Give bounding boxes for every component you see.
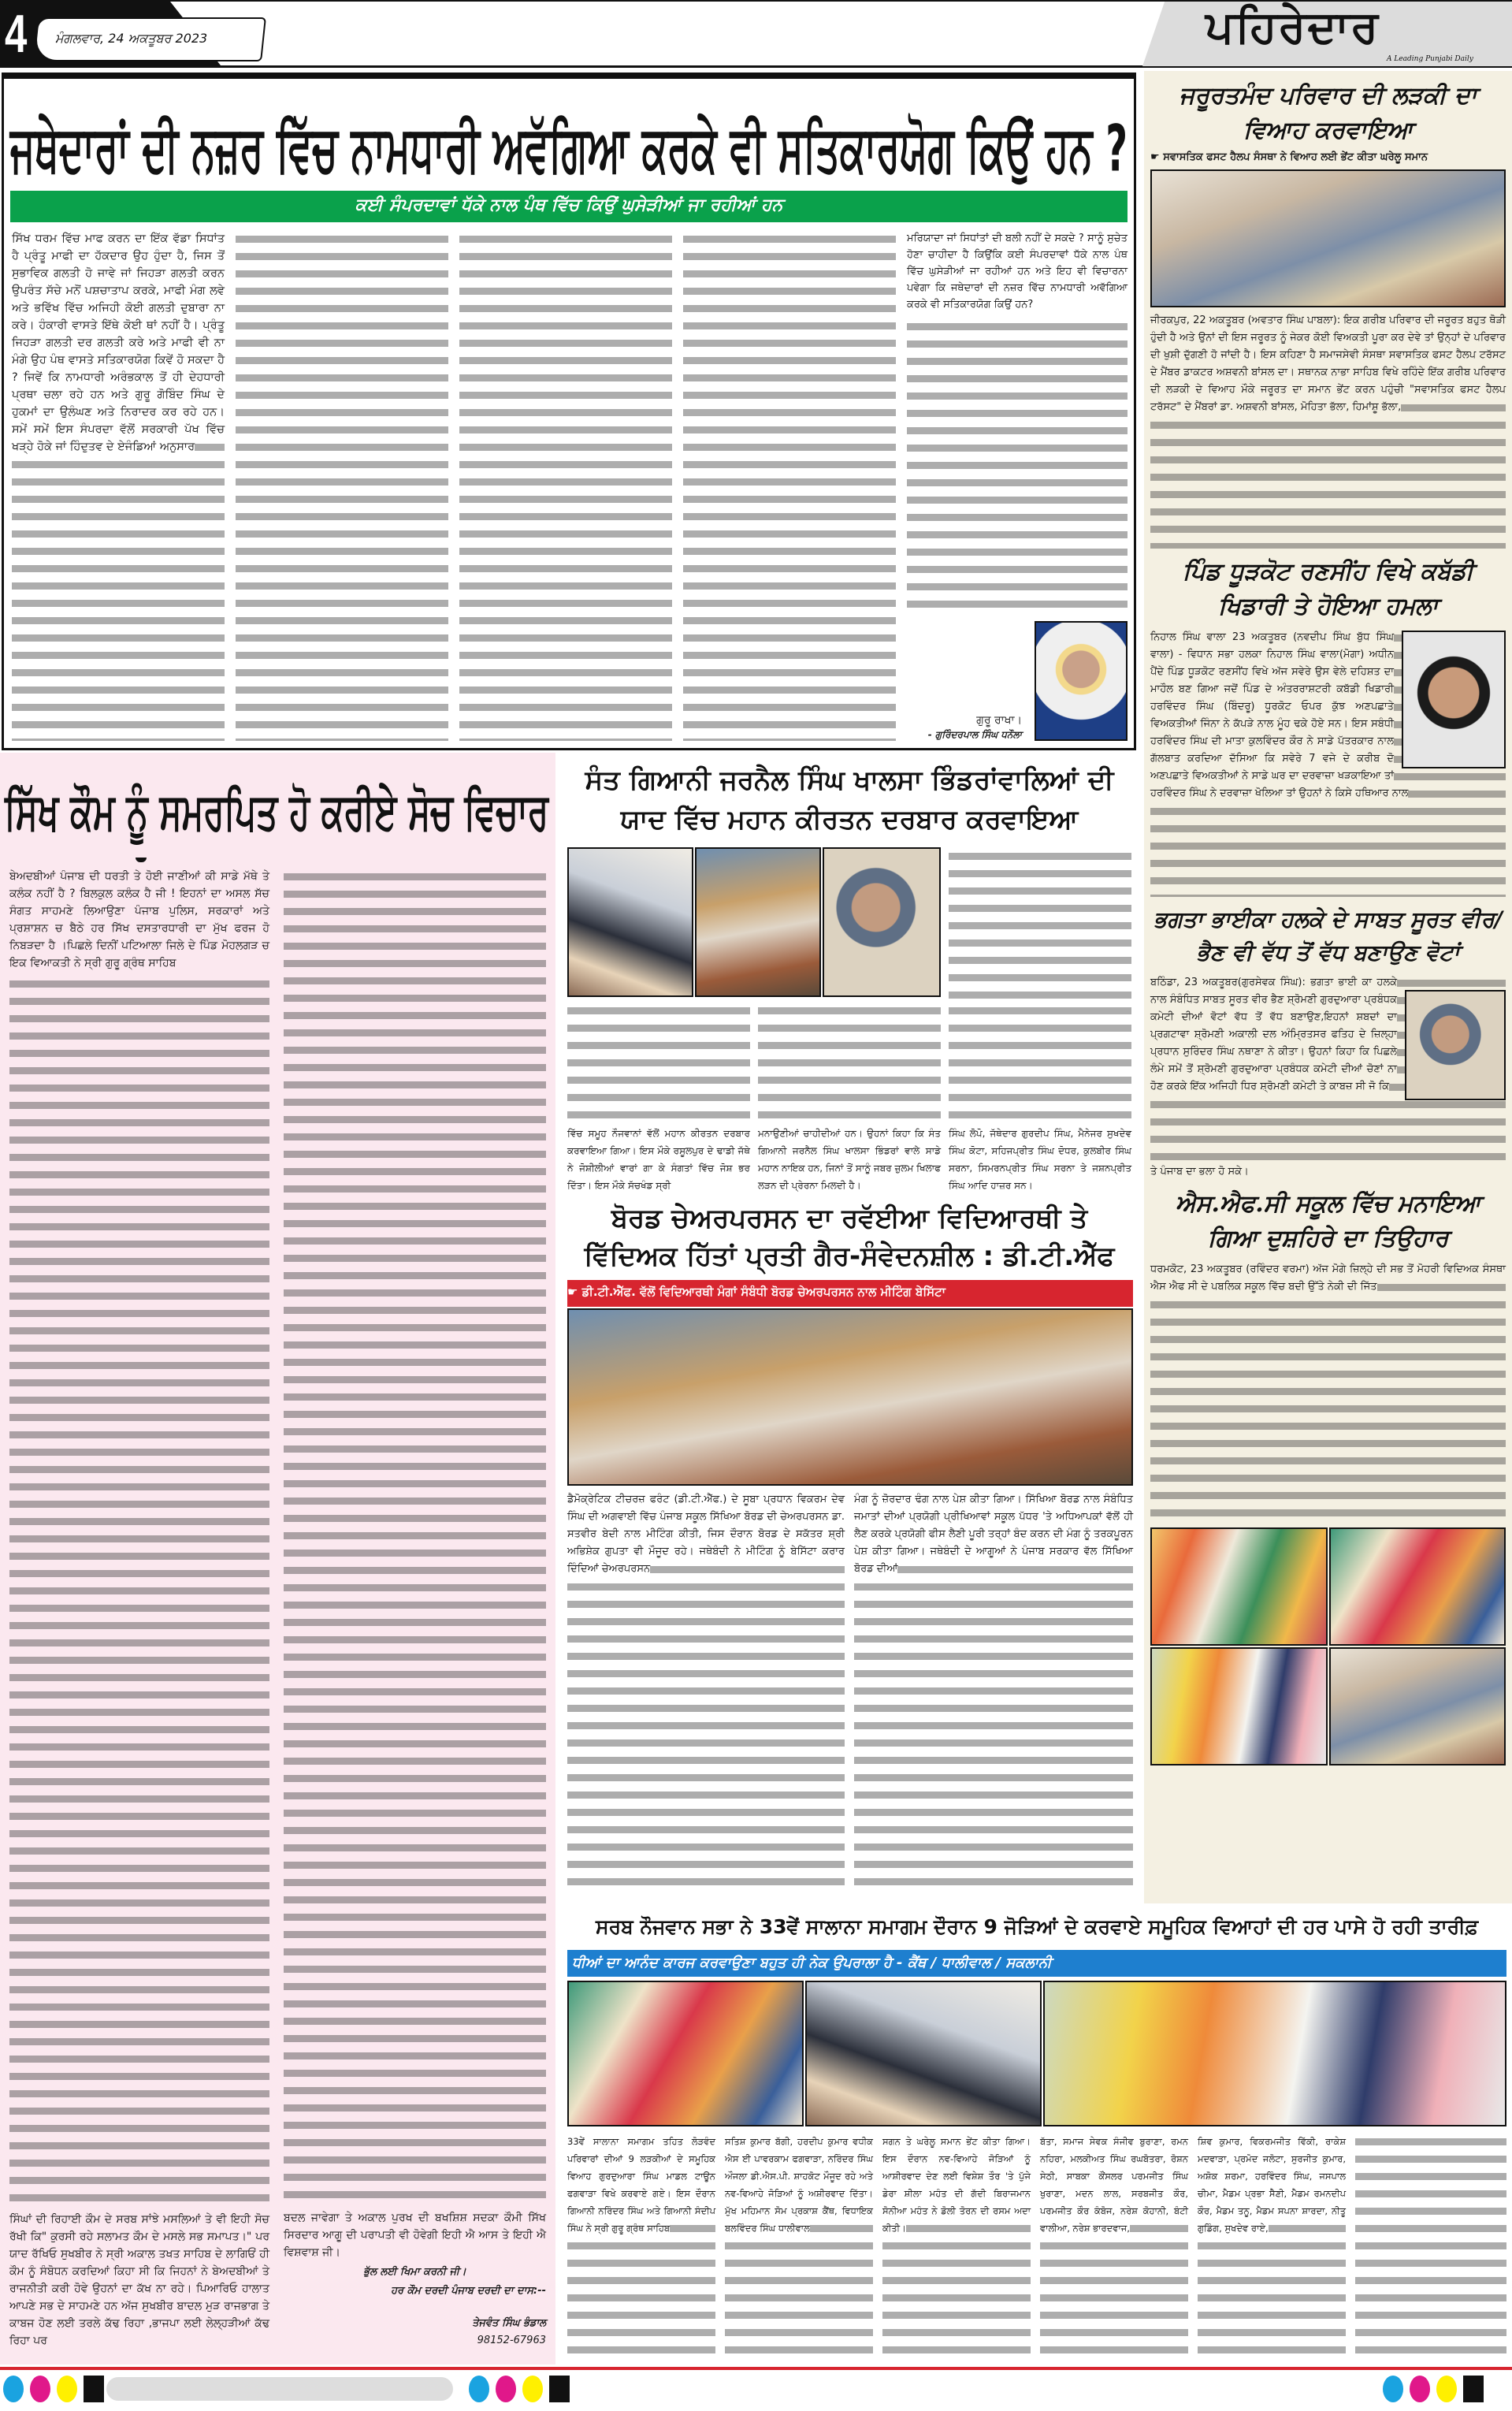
kirtan-article <box>561 753 1140 1198</box>
bhagta-end <box>1150 1163 1506 1181</box>
mw-col-1 <box>567 2133 715 2358</box>
mw-col3-text: ਸਗਨ ਤੇ ਘਰੇਲੂ ਸਮਾਨ ਭੇਂਟ ਕੀਤਾ ਗਿਆ। ਇਸ ਦੌਰਾਨ ਨਵ-ਵਿਆਹੇ ਜੋੜਿਆਂ ਨੂੰ ਆਸ਼ੀਰਵਾਦ ਦੇਣ ਲਈ ਵਿਸ਼ੇਸ਼ ਤੌਰ 'ਤੇ ਪੁੱਜੇ ਡੇਰਾ ਸ਼ੀਲਾ ਮਹੰਤ ਦੀ ਗੱਦੀ ਬਿਰਾਜਮਾਨ ਸੋਨੀਆ ਮਹੰਤ ਨੇ ਡੋਲੀ ਤੋਰਨ ਦੀ ਰਸਮ ਅਦਾ ਕੀਤੀ। <box>882 2136 1031 2234</box>
mw-col4-text: ਬੱਤਾ, ਸਮਾਜ ਸੇਵਕ ਸੰਜੀਵ ਬੁਰਾਣਾ, ਰਮਨ ਨਹਿਰਾ, ਮਲਕੀਅਤ ਸਿੰਘ ਰਘਬੋਤਰਾ, ਰੋਸ਼ਨ ਸੇਠੀ, ਸਾਬਕਾ ਕੌਂਸਲਰ ਪਰਮਜੀਤ ਸਿੰਘ ਖੁਰਾਣਾ, ਮਦਨ ਲਾਲ, ਸਰਬਜੀਤ ਕੌਰ, ਪਰਮਜੀਤ ਕੌਰ ਕੰਬੋਜ, ਨਰੇਸ਼ ਕੋਹਾਨੀ, ਬੰਟੀ ਵਾਲੀਆ, ਨਰੇਸ਼ ਭਾਰਦਵਾਜ, <box>1040 2136 1188 2234</box>
opinion-body-col-1 <box>9 868 269 2350</box>
wedding-photo <box>1150 169 1506 307</box>
wedding-bullet <box>1150 151 1428 163</box>
main-subhead: ਕਈ ਸੰਪਰਦਾਵਾਂ ਧੱਕੇ ਨਾਲ ਪੰਥ ਵਿੱਚ ਕਿਉਂ ਘੁਸੇੜੀਆਂ ਜਾ ਰਹੀਆਂ ਹਨ <box>355 195 783 215</box>
main-body-col-4 <box>683 230 896 741</box>
signoff-text <box>907 713 1025 741</box>
magenta-mark <box>1410 2376 1430 2402</box>
dtf-meeting-photo <box>567 1308 1133 1486</box>
kirtan-col-3 <box>949 1002 1131 1194</box>
mw-col-5 <box>1198 2133 1346 2358</box>
mw-col2-text: ਸਤਿਸ਼ ਕੁਮਾਰ ਬੱਗੀ, ਹਰਦੀਪ ਕੁਮਾਰ ਵਧੀਕ ਐਸ ਈ ਪਾਵਰਕਾਮ ਫਗਵਾੜਾ, ਨਰਿੰਦਰ ਸਿੰਘ ਔਜਲਾ ਡੀ.ਐਸ.ਪੀ. ਸ਼ਾਹਕੋਟ ਮੌਜੂਦ ਰਹੇ ਅਤੇ ਨਵ-ਵਿਆਹੇ ਜੋੜਿਆਂ ਨੂੰ ਅਸ਼ੀਰਵਾਦ ਦਿੱਤਾ। ਮੁੱਖ ਮਹਿਮਾਨ ਸੋਮ ਪ੍ਰਕਾਸ਼ ਕੈਂਥ, ਵਿਧਾਇਕ ਬਲਵਿੰਦਰ ਸਿੰਘ ਧਾਲੀਵਾਲ <box>725 2136 873 2234</box>
footer-bar <box>106 2377 453 2401</box>
mass-wedding-article <box>561 1906 1512 2364</box>
dtf-col1-text: ਡੈਮੋਕ੍ਰੇਟਿਕ ਟੀਚਰਜ਼ ਫਰੰਟ (ਡੀ.ਟੀ.ਐੱਫ.) ਦੇ ਸੂਬਾ ਪ੍ਰਧਾਨ ਵਿਕਰਮ ਦੇਵ ਸਿੰਘ ਦੀ ਅਗਵਾਈ ਵਿੱਚ ਪੰਜਾਬ ਸਕੂਲ ਸਿੱਖਿਆ ਬੋਰਡ ਦੀ ਚੇਅਰਪਰਸਨ ਡਾ. ਸਤਵੀਰ ਬੇਦੀ ਨਾਲ ਮੀਟਿੰਗ ਕੀਤੀ, ਜਿਸ ਦੌਰਾਨ ਬੋਰਡ ਦੇ ਸਕੱਤਰ ਸ਼੍ਰੀ ਅਭਿਸ਼ੇਕ ਗੁਪਤਾ ਵੀ ਮੌਜੂਦ ਰਹੇ। ਜਥੇਬੰਦੀ ਨੇ ਮੀਟਿੰਗ ਨੂੰ ਬੇਸਿੱਟਾ ਕਰਾਰ ਦਿੰਦਿਆਂ ਚੇਅਰਪਰਸਨ <box>567 1494 845 1575</box>
kirtan-col3-text: ਸਿੰਘ ਲੋਪੋ, ਜੱਥੇਦਾਰ ਗੁਰਦੀਪ ਸਿੰਘ, ਮੈਨੇਜਰ ਸੁਖਦੇਵ ਸਿੰਘ ਕੋਟਾ, ਸਹਿਜਪ੍ਰੀਤ ਸਿੰਘ ਦੋਧਰ, ਕੁਲਬੀਰ ਸਿੰਘ ਸਰਨਾ, ਸਿਮਰਨਪ੍ਰੀਤ ਸਿੰਘ ਸਰਨਾ ਤੇ ਜਸ਼ਨਪ੍ਰੀਤ ਸਿੰਘ ਆਦਿ ਹਾਜ਼ਰ ਸਨ। <box>949 1128 1131 1191</box>
black-mark <box>549 2376 570 2402</box>
kirtan-side-col <box>949 847 1131 999</box>
opinion-phone: 98152-67963 <box>477 2335 546 2346</box>
dtf-col2-text: ਮੰਗ ਨੂੰ ਜ਼ੋਰਦਾਰ ਢੰਗ ਨਾਲ ਪੇਸ਼ ਕੀਤਾ ਗਿਆ। ਸਿੱਖਿਆ ਬੋਰਡ ਨਾਲ ਸੰਬੰਧਿਤ ਜਮਾਤਾਂ ਦੀਆਂ ਪ੍ਰਯੋਗੀ ਪ੍ਰੀਖਿਆਵਾਂ ਸਕੂਲ ਪੱਧਰ 'ਤੇ ਅਧਿਆਪਕਾਂ ਵੱਲੋਂ ਹੀ ਲੈਣ ਕਰਕੇ ਪ੍ਰਯੋਗੀ ਫੀਸ ਲੈਣੀ ਪੂਰੀ ਤਰ੍ਹਾਂ ਬੰਦ ਕਰਨ ਦੀ ਮੰਗ ਨੂੰ ਤਰਕਪੂਰਨ ਪੇਸ਼ ਕੀਤਾ ਗਿਆ। ਜਥੇਬੰਦੀ ਦੇ ਆਗੂਆਂ ਨੇ ਪੰਜਾਬ ਸਰਕਾਰ ਵੱਲ ਸਿੱਖਿਆ ਬੋਰਡ ਦੀਆਂ <box>854 1494 1133 1575</box>
registration-marks-far-right <box>1383 2376 1484 2402</box>
kirtan-headline: ਸੰਤ ਗਿਆਨੀ ਜਰਨੈਲ ਸਿੰਘ ਖਾਲਸਾ ਭਿੰਡਰਾਂਵਾਲਿਆਂ ਦੀ ਯਾਦ ਵਿੱਚ ਮਹਾਨ ਕੀਰਤਨ ਦਰਬਾਰ ਕਰਵਾਇਆ <box>585 765 1114 835</box>
wedding-body-text: ਜੀਰਕਪੁਰ, 22 ਅਕਤੂਬਰ (ਅਵਤਾਰ ਸਿੰਘ ਪਾਬਲਾ): ਇਕ ਗਰੀਬ ਪਰਿਵਾਰ ਦੀ ਜਰੂਰਤ ਬਹੁਤ ਥੋੜੀ ਹੁੰਦੀ ਹੈ ਅਤੇ ਉਨਾਂ ਦੀ ਇਸ ਜਰੂਰਤ ਨੂੰ ਜੇਕਰ ਕੋਈ ਵਿਅਕਤੀ ਪੂਰਾ ਕਰ ਦੇਵੇ ਤਾਂ ਉਨ੍ਹਾਂ ਦੇ ਪਰਿਵਾਰ ਦੀ ਖੁਸ਼ੀ ਦੁੱਗਣੀ ਹੋ ਜਾਂਦੀ ਹੈ। ਇਸ ਕਹਿਣਾ ਹੈ ਸਮਾਜਸੇਵੀ ਸੰਸਥਾ ਸਵਾਸਤਿਕ ਫਸਟ ਹੈਲਪ ਟਰੱਸਟ ਦੇ ਮੈਂਬਰ ਡਾਕਟਰ ਅਸ਼ਵਨੀ ਬਾਂਸਲ ਦਾ। ਸਥਾਨਕ ਨਾਭਾ ਸਾਹਿਬ ਵਿਖੇ ਰਹਿੰਦੇ ਇੱਕ ਗਰੀਬ ਪਰਿਵਾਰ ਦੀ ਲੜਕੀ ਦੇ ਵਿਆਹ ਮੌਕੇ ਜਰੂਰਤ ਦਾ ਸਮਾਨ ਭੇਂਟ ਕਰਨ ਪਹੁੰਚੀ "ਸਵਾਸਤਿਕ ਫਸਟ ਹੈਲਪ ਟਰੱਸਟ" ਦੇ ਮੈਂਬਰਾਂ ਡਾ. ਅਸ਼ਵਨੀ ਬਾਂਸਲ, ਮੋਹਿਤਾ ਭੱਲਾ, ਹਿਮਾਂਸ਼ੂ ਭੱਲਾ, <box>1150 314 1506 413</box>
yellow-mark <box>57 2376 77 2402</box>
opinion-col2-end: ਬਦਲ ਜਾਵੇਗਾ ਤੇ ਅਕਾਲ ਪੁਰਖ ਦੀ ਬਖਸ਼ਿਸ਼ ਸਦਕਾ ਕੌਮੀ ਸਿੱਖ ਸਿਰਦਾਰ ਆਗੂ ਦੀ ਪਰਾਪਤੀ ਵੀ ਹੋਵੇਗੀ ਇਹੀ ਐ ਆਸ ਤੇ ਇਹੀ ਐ ਵਿਸ਼ਵਾਸ਼ ਜੀ। <box>284 2212 546 2259</box>
cyan-mark <box>1383 2376 1403 2402</box>
tagline: A Leading Punjabi Daily <box>1387 55 1473 63</box>
main-headline: ਜਥੇਦਾਰਾਂ ਦੀ ਨਜ਼ਰ ਵਿੱਚ ਨਾਮਧਾਰੀ ਅਵੱਗਿਆ ਕਰਕੇ ਵੀ ਸਤਿਕਾਰਯੋਗ ਕਿਉਂ ਹਨ ? <box>10 112 1128 187</box>
kabaddi-player-photo <box>1402 631 1506 768</box>
opinion-author: ਤੇਜਵੰਤ ਸਿੰਘ ਭੰਡਾਲ <box>472 2317 546 2329</box>
mw-col-3 <box>882 2133 1031 2358</box>
sfc-body <box>1150 1261 1506 1521</box>
kabaddi-body <box>1150 629 1506 897</box>
pointing-hand-icon: ☛ <box>567 1285 582 1299</box>
main-body-col-5-lines <box>907 318 1127 613</box>
kirtan-col2-text: ਮਨਾਉਣੀਆਂ ਚਾਹੀਦੀਆਂ ਹਨ। ਉਹਨਾਂ ਕਿਹਾ ਕਿ ਸੰਤ ਗਿਆਨੀ ਜਰਨੈਲ ਸਿੰਘ ਖਾਲਸਾ ਭਿੰਡਰਾਂ ਵਾਲੇ ਸਾਡੇ ਮਹਾਨ ਨਾਇਕ ਹਨ, ਜਿਨਾਂ ਤੋਂ ਸਾਨੂੰ ਜਬਰ ਜ਼ੁਲਮ ਖਿਲਾਫ ਲੜਨ ਦੀ ਪ੍ਰੇਰਨਾ ਮਿਲਦੀ ਹੈ। <box>758 1128 941 1191</box>
mass-wedding-photo-3 <box>1043 1981 1506 2126</box>
main-body-col-3 <box>459 230 672 741</box>
sfc-photo-4 <box>1329 1647 1506 1765</box>
bhagta-body <box>1150 974 1506 1163</box>
pointing-hand-icon: ☛ <box>1150 151 1164 163</box>
opinion-sign-1: ਭੁੱਲ ਲਈ ਖਿਮਾ ਕਰਨੀ ਜੀ। <box>363 2266 466 2278</box>
wedding-body <box>1150 312 1506 549</box>
opinion-article <box>0 753 555 2364</box>
magenta-mark <box>496 2376 516 2402</box>
closing: ਗੁਰੂ ਰਾਖਾ। <box>976 714 1022 727</box>
black-mark <box>1463 2376 1484 2402</box>
dtf-col-1 <box>567 1491 845 1889</box>
main-signoff-row <box>907 618 1127 741</box>
mass-wedding-photo-2 <box>805 1981 1042 2126</box>
dtf-strap <box>567 1285 945 1299</box>
kirtan-col-1 <box>567 1002 750 1194</box>
main-body-start: ਸਿੱਖ ਧਰਮ ਵਿੱਚ ਮਾਫ ਕਰਨ ਦਾ ਇੱਕ ਵੱਡਾ ਸਿਧਾਂਤ ਹੈ ਪ੍ਰੰਤੂ ਮਾਫੀ ਦਾ ਹੱਕਦਾਰ ਉਹ ਹੁੰਦਾ ਹੈ, ਜਿਸ ਤੋਂ ਸੁਭਾਵਿਕ ਗਲਤੀ ਹੋ ਜਾਵੇ ਜਾਂ ਜਿਹੜਾ ਗਲਤੀ ਕਰਨ ਉਪਰੰਤ ਸੱਚੇ ਮਨੋਂ ਪਸ਼ਚਾਤਾਪ ਕਰਕੇ, ਮਾਫੀ ਮੰਗ ਲਵੇ ਅਤੇ ਭਵਿੱਖ ਵਿੱਚ ਅਜਿਹੀ ਕੋਈ ਗਲਤੀ ਦੁਬਾਰਾ ਨਾ ਕਰੇ। ਹੰਕਾਰੀ ਵਾਸਤੇ ਇੱਥੇ ਕੋਈ ਥਾਂ ਨਹੀਂ ਹੈ। ਪ੍ਰੰਤੂ ਜਿਹੜਾ ਗਲਤੀ ਦਰ ਗਲਤੀ ਕਰੇ ਅਤੇ ਮਾਫੀ ਵੀ ਨਾ ਮੰਗੇ ਉਹ ਪੰਥ ਵਾਸਤੇ ਸਤਿਕਾਰਯੋਗ ਕਿਵੇਂ ਹੋ ਸਕਦਾ ਹੈ ? ਜਿਵੇਂ ਕਿ ਨਾਮਧਾਰੀ ਅਰੰਭਕਾਲ ਤੋਂ ਹੀ ਦੇਹਧਾਰੀ ਪ੍ਰਥਾ ਚਲਾ ਰਹੇ ਹਨ ਅਤੇ ਗੁਰੂ ਗੋਬਿੰਦ ਸਿੰਘ ਦੇ ਹੁਕਮਾਂ ਦਾ ਉਲੰਘਣ ਅਤੇ ਨਿਰਾਦਰ ਕਰ ਰਹੇ ਹਨ। ਸਮੇਂ ਸਮੇਂ ਇਸ ਸੰਪਰਦਾ ਵੱਲੋਂ ਸਰਕਾਰੀ ਪੱਖ ਵਿੱਚ ਖੜ੍ਹੇ ਹੋਕੇ ਜਾਂ ਹਿੰਦੁਤਵ ਦੇ ਏਜੰਡਿਆਂ ਅਨੁਸਾਰ <box>12 233 225 453</box>
opinion-body-col-2 <box>284 868 546 2350</box>
opinion-headline: ਸਿੱਖ ਕੌਮ ਨੂੰ ਸਮਰਪਿਤ ਹੋ ਕਰੀਏ ਸੋਚ ਵਿਚਾਰ <box>5 781 549 841</box>
main-body-end <box>907 230 1127 313</box>
bhagta-body-text: ਬਠਿੰਡਾ, 23 ਅਕਤੂਬਰ(ਗੁਰਸੇਵਕ ਸਿੰਘ): ਭਗਤਾ ਭਾਈ ਕਾ ਹਲਕੇ ਨਾਲ ਸੰਬੰਧਿਤ ਸਾਬਤ ਸੂਰਤ ਵੀਰ ਭੈਣ ਸ਼੍ਰੋਮਣੀ ਗੁਰਦੁਆਰਾ ਪ੍ਰਬੰਧਕ ਕਮੇਟੀ ਦੀਆਂ ਵੋਟਾਂ ਵੱਧ ਤੋਂ ਵੱਧ ਬਣਾਉਣ,ਇਹਨਾਂ ਸ਼ਬਦਾਂ ਦਾ ਪ੍ਰਗਟਾਵਾ ਸ਼੍ਰੋਮਣੀ ਅਕਾਲੀ ਦਲ ਅੰਮ੍ਰਿਤਸਰ ਫਤਿਹ ਦੇ ਜ਼ਿਲ੍ਹਾ ਪ੍ਰਧਾਨ ਸੁਰਿੰਦਰ ਸਿੰਘ ਨਥਾਣਾ ਨੇ ਕੀਤਾ। ਉਹਨਾਂ ਕਿਹਾ ਕਿ ਪਿਛਲੇ ਲੰਮੇ ਸਮੇਂ ਤੋਂ ਸ਼੍ਰੋਮਣੀ ਗੁਰਦੁਆਰਾ ਪ੍ਰਬੰਧਕ ਕਮੇਟੀ ਦੀਆਂ ਚੋਣਾਂ ਨਾ ਹੋਣ ਕਰਕੇ ਇੱਕ ਅਜਿਹੀ ਧਿਰ ਸ਼੍ਰੋਮਣੀ ਕਮੇਟੀ ਤੇ ਕਾਬਜ਼ ਸੀ ਜੋ ਕਿ <box>1150 977 1397 1092</box>
main-body-end-text: ਮਰਿਯਾਦਾ ਜਾਂ ਸਿਧਾਂਤਾਂ ਦੀ ਬਲੀ ਨਹੀਂ ਦੇ ਸਕਦੇ ? ਸਾਨੂੰ ਸੁਚੇਤ ਹੋਣਾ ਚਾਹੀਦਾ ਹੈ ਕਿਉਂਕਿ ਕਈ ਸੰਪਰਦਾਵਾਂ ਧੱਕੇ ਨਾਲ ਪੰਥ ਵਿੱਚ ਘੁਸੇੜੀਆਂ ਜਾ ਰਹੀਆਂ ਹਨ ਅਤੇ ਇਹ ਵੀ ਵਿਚਾਰਨਾ ਪਵੇਗਾ ਕਿ ਜਥੇਦਾਰਾਂ ਦੀ ਨਜ਼ਰ ਵਿੱਚ ਨਾਮਧਾਰੀ ਅਵੱਗਿਆ ਕਰਕੇ ਵੀ ਸਤਿਕਾਰਯੋਗ ਕਿਉਂ ਹਨ? <box>907 233 1127 311</box>
opinion-col-1-lines <box>9 975 269 2208</box>
registration-marks-right <box>469 2376 570 2402</box>
sfc-photo-2 <box>1329 1527 1506 1646</box>
cyan-mark <box>469 2376 489 2402</box>
kirtan-col-1-lines <box>567 1002 750 1125</box>
author-photo <box>1035 621 1127 741</box>
sfc-photo-3 <box>1150 1647 1328 1765</box>
sfc-body-text: ਧਰਮਕੋਟ, 23 ਅਕਤੂਬਰ (ਰਵਿੰਦਰ ਵਰਮਾ) ਅੱਜ ਮੋਗੇ ਜ਼ਿਲ੍ਹੇ ਦੀ ਸਭ ਤੋਂ ਮੋਹਰੀ ਵਿਦਿਅਕ ਸੰਸਥਾ ਐਸ ਐਫ ਸੀ ਦੇ ਪਬਲਿਕ ਸਕੂਲ ਵਿੱਚ ਬਦੀ ਉੱਤੇ ਨੇਕੀ ਦੀ ਜਿੱਤ <box>1150 1263 1506 1293</box>
opinion-body-end: ਸਿੰਘਾਂ ਦੀ ਰਿਹਾਈ ਕੌਮ ਦੇ ਸਰਬ ਸਾਂਝੇ ਮਸਲਿਆਂ ਤੇ ਵੀ ਇਹੀ ਸੋਚ ਰੱਖੀ ਕਿ" ਕੁਰਸੀ ਰਹੇ ਸਲਾਮਤ ਕੌਮ ਦੇ ਮਸਲੇ ਸਭ ਸਮਾਪਤ।" ਪਰ ਯਾਦ ਰੱਖਿਓ ਸੁਖਬੀਰ ਨੇ ਸ੍ਰੀ ਅਕਾਲ ਤਖਤ ਸਾਹਿਬ ਦੇ ਲਾਗਿਓਂ ਹੀ ਕੌਮ ਨੂੰ ਸੰਬੋਧਨ ਕਰਦਿਆਂ ਕਿਹਾ ਸੀ ਕਿ ਜਿਹਨਾਂ ਨੇ ਬੇਅਦਬੀਆਂ ਤੇ ਰਾਜਨੀਤੀ ਕਰੀ ਹੋਵੇ ਉਹਨਾਂ ਦਾ ਕੱਖ ਨਾ ਰਹੇ। ਪਿਆਰਿਓ ਹਾਲਾਤ ਆਪਣੇ ਸਭ ਦੇ ਸਾਹਮਣੇ ਹਨ ਅੱਜ ਸੁਖਬੀਰ ਬਾਦਲ ਮੁੜ ਰਾਜਭਾਗ ਤੇ ਕਾਬਜ ਹੋਣ ਲਈ ਤਰਲੇ ਕੱਢ ਰਿਹਾ ,ਭਾਜਪਾ ਲਈ ਲੇਲ੍ਹੜੀਆਂ ਕੱਢ ਰਿਹਾ ਪਰ <box>9 2213 269 2347</box>
kirtan-col-2-lines <box>758 1002 941 1125</box>
mw-col-4 <box>1040 2133 1188 2358</box>
main-body-col-5 <box>907 230 1127 741</box>
opinion-col-2-lines <box>284 868 546 2206</box>
kirtan-col1-text: ਵਿੱਚ ਸਮੂਹ ਨੌਜਵਾਨਾਂ ਵੱਲੋਂ ਮਹਾਨ ਕੀਰਤਨ ਦਰਬਾਰ ਕਰਵਾਇਆ ਗਿਆ। ਇਸ ਮੌਕੇ ਰਸੂਲਪੁਰ ਦੇ ਢਾਡੀ ਜੱਥੇ ਨੇ ਜੋਸ਼ੀਲੀਆਂ ਵਾਰਾਂ ਗਾ ਕੇ ਸੰਗਤਾਂ ਵਿੱਚ ਜੋਸ਼ ਭਰ ਦਿੱਤਾ। ਇਸ ਮੌਕੇ ਸੱਚਖੰਡ ਸ੍ਰੀ <box>567 1128 750 1191</box>
opinion-body-start: ਬੇਅਦਬੀਆਂ ਪੰਜਾਬ ਦੀ ਧਰਤੀ ਤੇ ਹੋਈ ਜਾਣੀਆਂ ਕੀ ਸਾਡੇ ਮੱਥੇ ਤੇ ਕਲੰਕ ਨਹੀਂ ਹੈ ? ਬਿਲਕੁਲ ਕਲੰਕ ਹੈ ਜੀ ! ਇਹਨਾਂ ਦਾ ਅਸਲ ਸੱਚ ਸੰਗਤ ਸਾਹਮਣੇ ਲਿਆਉਣਾ ਪੰਜਾਬ ਪੁਲਿਸ, ਸਰਕਾਰਾਂ ਅਤੇ ਪ੍ਰਸ਼ਾਸ਼ਨ ਚ ਬੈਠੇ ਹਰ ਸਿੱਖ ਦਸਤਾਰਧਾਰੀ ਦਾ ਮੁੱਖ ਫਰਜ ਹੋ ਨਿਬੜਦਾ ਹੈ ।ਪਿਛਲੇ ਦਿਨੀਂ ਪਟਿਆਲਾ ਜਿਲੇ ਦੇ ਪਿੰਡ ਮੋਹਲਗੜ ਚ ਇਕ ਵਿਆਕਤੀ ਨੇ ਸ੍ਰੀ ਗੁਰੂ ਗ੍ਰੰਥ ਸਾਹਿਬ <box>9 870 269 969</box>
mw-col5-text: ਸ਼ਿਵ ਕੁਮਾਰ, ਵਿਕਰਮਜੀਤ ਵਿੱਕੀ, ਰਾਕੇਸ਼ ਮਦਵਾੜਾ, ਪ੍ਰਮੋਦ ਜਲੋਟਾ, ਸੁਰਜੀਤ ਕੁਮਾਰ, ਅਸ਼ੋਕ ਸ਼ਰਮਾ, ਹਰਵਿੰਦਰ ਸਿੰਘ, ਜਸਪਾਲ ਚੀਮਾ, ਮੈਡਮ ਪ੍ਰਭਾ ਸੈਣੀ, ਮੈਡਮ ਰਮਨਦੀਪ ਕੌਰ, ਮੈਡਮ ਤਨੂ, ਮੈਡਮ ਸਪਨਾ ਸ਼ਾਰਦਾ, ਨੀਤੂ ਗੁਡਿੰਗ, ਸੁਖਦੇਵ ਰਾਏ, <box>1198 2136 1346 2234</box>
mw-col-6 <box>1355 2133 1506 2358</box>
magenta-mark <box>30 2376 50 2402</box>
author-name: - ਗੁਰਿੰਦਰਪਾਲ ਸਿੰਘ ਧਨੌਲਾ <box>927 729 1022 740</box>
cyan-mark <box>3 2376 24 2402</box>
sfc-photo-1 <box>1150 1527 1328 1646</box>
yellow-mark <box>522 2376 543 2402</box>
kirtan-photo-3 <box>823 847 941 997</box>
dtf-col-2 <box>854 1491 1133 1889</box>
mw-col-2 <box>725 2133 873 2358</box>
mass-wedding-photo-1 <box>567 1981 804 2126</box>
masthead <box>0 0 1512 68</box>
kirtan-col-2-end <box>758 1125 941 1194</box>
issue-date: ਮੰਗਲਵਾਰ, 24 ਅਕਤੂਬਰ 2023 <box>55 31 208 46</box>
registration-marks-left <box>3 2376 104 2402</box>
main-body-col-1 <box>12 230 225 741</box>
kirtan-col-1-end <box>567 1125 750 1194</box>
kirtan-col-3-lines <box>949 1002 1131 1125</box>
divider-ornament <box>136 858 147 862</box>
wedding-headline: ਜਰੂਰਤਮੰਦ ਪਰਿਵਾਰ ਦੀ ਲੜਕੀ ਦਾ ਵਿਆਹ ਕਰਵਾਇਆ <box>1179 82 1477 144</box>
dtf-article <box>561 1198 1140 1903</box>
dtf-headline: ਬੋਰਡ ਚੇਅਰਪਰਸਨ ਦਾ ਰਵੱਈਆ ਵਿਦਿਆਰਥੀ ਤੇ ਵਿੱਦਿਅਕ ਹਿੱਤਾਂ ਪ੍ਰਤੀ ਗੈਰ-ਸੰਵੇਦਨਸ਼ੀਲ : ਡੀ.ਟੀ.ਐੱਫ <box>584 1203 1115 1272</box>
opinion-body-col-2-end <box>284 2209 546 2261</box>
opinion-body-col-1-end <box>9 2211 269 2350</box>
dtf-strap-text: ਡੀ.ਟੀ.ਐੱਫ. ਵੱਲੋਂ ਵਿਦਿਆਰਥੀ ਮੰਗਾਂ ਸੰਬੰਧੀ ਬੋਰਡ ਚੇਅਰਪਰਸਨ ਨਾਲ ਮੀਟਿੰਗ ਬੇਸਿੱਟਾ <box>581 1285 946 1299</box>
opinion-sign-2: ਹਰ ਕੌਮ ਦਰਦੀ ਪੰਜਾਬ ਦਰਦੀ ਦਾ ਦਾਸ:-- <box>391 2285 546 2297</box>
page-number: 4 <box>5 4 28 64</box>
kabaddi-headline: ਪਿੰਡ ਧੂੜਕੋਟ ਰਣਸੀਂਹ ਵਿਖੇ ਕਬੱਡੀ ਖਿਡਾਰੀ ਤੇ ਹੋਇਆ ਹਮਲਾ <box>1182 558 1474 620</box>
main-body-col-2 <box>236 230 448 741</box>
mw-col1-text: 33ਵੇਂ ਸਾਲਾਨਾ ਸਮਾਗਮ ਤਹਿਤ ਲੋੜਵੰਦ ਪਰਿਵਾਰਾਂ ਦੀਆਂ 9 ਲੜਕੀਆਂ ਦੇ ਸਮੂਹਿਕ ਵਿਆਹ ਗੁਰਦੁਆਰਾ ਸਿੰਘ ਮਾਡਲ ਟਾਊਨ ਫਗਵਾੜਾ ਵਿਖੇ ਕਰਵਾਏ ਗਏ। ਇਸ ਦੌਰਾਨ ਗਿਆਨੀ ਨਰਿੰਦਰ ਸਿੰਘ ਅਤੇ ਗਿਆਨੀ ਸੰਦੀਪ ਸਿੰਘ ਨੇ ਸ੍ਰੀ ਗੁਰੂ ਗ੍ਰੰਥ ਸਾਹਿਬ <box>567 2136 715 2234</box>
mass-wedding-headline: ਸਰਬ ਨੌਜਵਾਨ ਸਭਾ ਨੇ 33ਵੇਂ ਸਾਲਾਨਾ ਸਮਾਗਮ ਦੌਰਾਨ 9 ਜੋੜਿਆਂ ਦੇ ਕਰਵਾਏ ਸਮੂਹਿਕ ਵਿਆਹਾਂ ਦੀ ਹਰ ਪਾਸੇ ਹੋ ਰਹੀ ਤਾਰੀਫ਼ <box>596 1915 1479 1938</box>
kirtan-photo-1 <box>567 847 693 997</box>
kirtan-col-2 <box>758 1002 941 1194</box>
kirtan-col-3-end <box>949 1125 1131 1194</box>
footer-rule <box>0 2367 1512 2370</box>
sfc-headline: ਐਸ.ਐਫ.ਸੀ ਸਕੂਲ ਵਿੱਚ ਮਨਾਇਆ ਗਿਆ ਦੁਸ਼ਹਿਰੇ ਦਾ ਤਿਉਹਾਰ <box>1175 1190 1481 1252</box>
opinion-body-start-block <box>9 868 269 972</box>
kabaddi-body-text: ਨਿਹਾਲ ਸਿੰਘ ਵਾਲਾ 23 ਅਕਤੂਬਰ (ਨਵਦੀਪ ਸਿੰਘ ਬੁੱਧ ਸਿੰਘ ਵਾਲਾ) - ਵਿਧਾਨ ਸਭਾ ਹਲਕਾ ਨਿਹਾਲ ਸਿੰਘ ਵਾਲਾ(ਮੋਗਾ) ਅਧੀਨ ਪੈਂਦੇ ਪਿੰਡ ਧੂੜਕੋਟ ਰਣਸੀਂਹ ਵਿਖੇ ਅੱਜ ਸਵੇਰੇ ਉਸ ਵੇਲੇ ਦਹਿਸ਼ਤ ਦਾ ਮਾਹੌਲ ਬਣ ਗਿਆ ਜਦੋਂ ਪਿੰਡ ਦੇ ਅੰਤਰਰਾਸ਼ਟਰੀ ਕਬੱਡੀ ਖਿਡਾਰੀ ਹਰਵਿੰਦਰ ਸਿੰਘ (ਬਿੰਦਰੂ) ਧੂਰਕੋਟ ਓਪਰ ਕੁੱਝ ਅਣਪਛਾਤੇ ਵਿਅਕਤੀਆਂ ਜਿੰਨਾ ਨੇ ਕੱਪੜੇ ਨਾਲ ਮੂੰਹ ਢਕੇ ਹੋਏ ਸਨ। ਇਸ ਸਬੰਧੀ ਹਰਵਿੰਦਰ ਸਿੰਘ ਦੀ ਮਾਤਾ ਕੁਲਵਿੰਦਰ ਕੌਰ ਨੇ ਸਾਡੇ ਪੱਤਰਕਾਰ ਨਾਲ ਗੱਲਬਾਤ ਕਰਦਿਆ ਦੱਸਿਆ ਕਿ ਸਵੇਰੇ 7 ਵਜੇ ਦੇ ਕਰੀਬ ਦੋ ਅਣਪਛਾਤੇ ਵਿਅਕਤੀਆਂ ਨੇ ਸਾਡੇ ਘਰ ਦਾ ਦਰਵਾਜ਼ਾ ਖੜਕਾਇਆ ਤਾਂ ਹਰਵਿੰਦਰ ਸਿੰਘ ਨੇ ਦਰਵਾਜ਼ਾ ਖੋਲਿਆ ਤਾਂ ਉਹਨਾਂ ਨੇ ਕਿਸੇ ਹਥਿਆਰ ਨਾਲ <box>1150 631 1409 799</box>
yellow-mark <box>1436 2376 1457 2402</box>
bhagta-end-text: ਤੇ ਪੰਜਾਬ ਦਾ ਭਲਾ ਹੋ ਸਕੇ। <box>1150 1166 1249 1178</box>
sfc-photo-grid <box>1150 1527 1506 1765</box>
logo: ਪਹਿਰੇਦਾਰ <box>1206 2 1380 53</box>
kirtan-photo-2 <box>695 847 821 997</box>
bhagta-leader-photo <box>1405 990 1506 1100</box>
main-article <box>2 73 1136 750</box>
mass-wedding-band-text: ਧੀਆਂ ਦਾ ਆਨੰਦ ਕਾਰਜ ਕਰਵਾਉਣਾ ਬਹੁਤ ਹੀ ਨੇਕ ਉਪਰਾਲਾ ਹੈ - ਕੈਂਥ / ਧਾਲੀਵਾਲ / ਸਕਲਾਨੀ <box>572 1955 1052 1971</box>
bhagta-headline: ਭਗਤਾ ਭਾਈਕਾ ਹਲਕੇ ਦੇ ਸਾਬਤ ਸੂਰਤ ਵੀਰ/ਭੈਣ ਵੀ ਵੱਧ ਤੋਂ ਵੱਧ ਬਣਾਉਣ ਵੋਟਾਂ <box>1154 906 1503 966</box>
wedding-bullet-text: ਸਵਾਸਤਿਕ ਫਸਟ ਹੈਲਪ ਸੰਸਥਾ ਨੇ ਵਿਆਹ ਲਈ ਭੇਂਟ ਕੀਤਾ ਘਰੇਲੂ ਸਮਾਨ <box>1163 151 1428 163</box>
right-column <box>1144 71 1512 1903</box>
black-mark <box>84 2376 104 2402</box>
